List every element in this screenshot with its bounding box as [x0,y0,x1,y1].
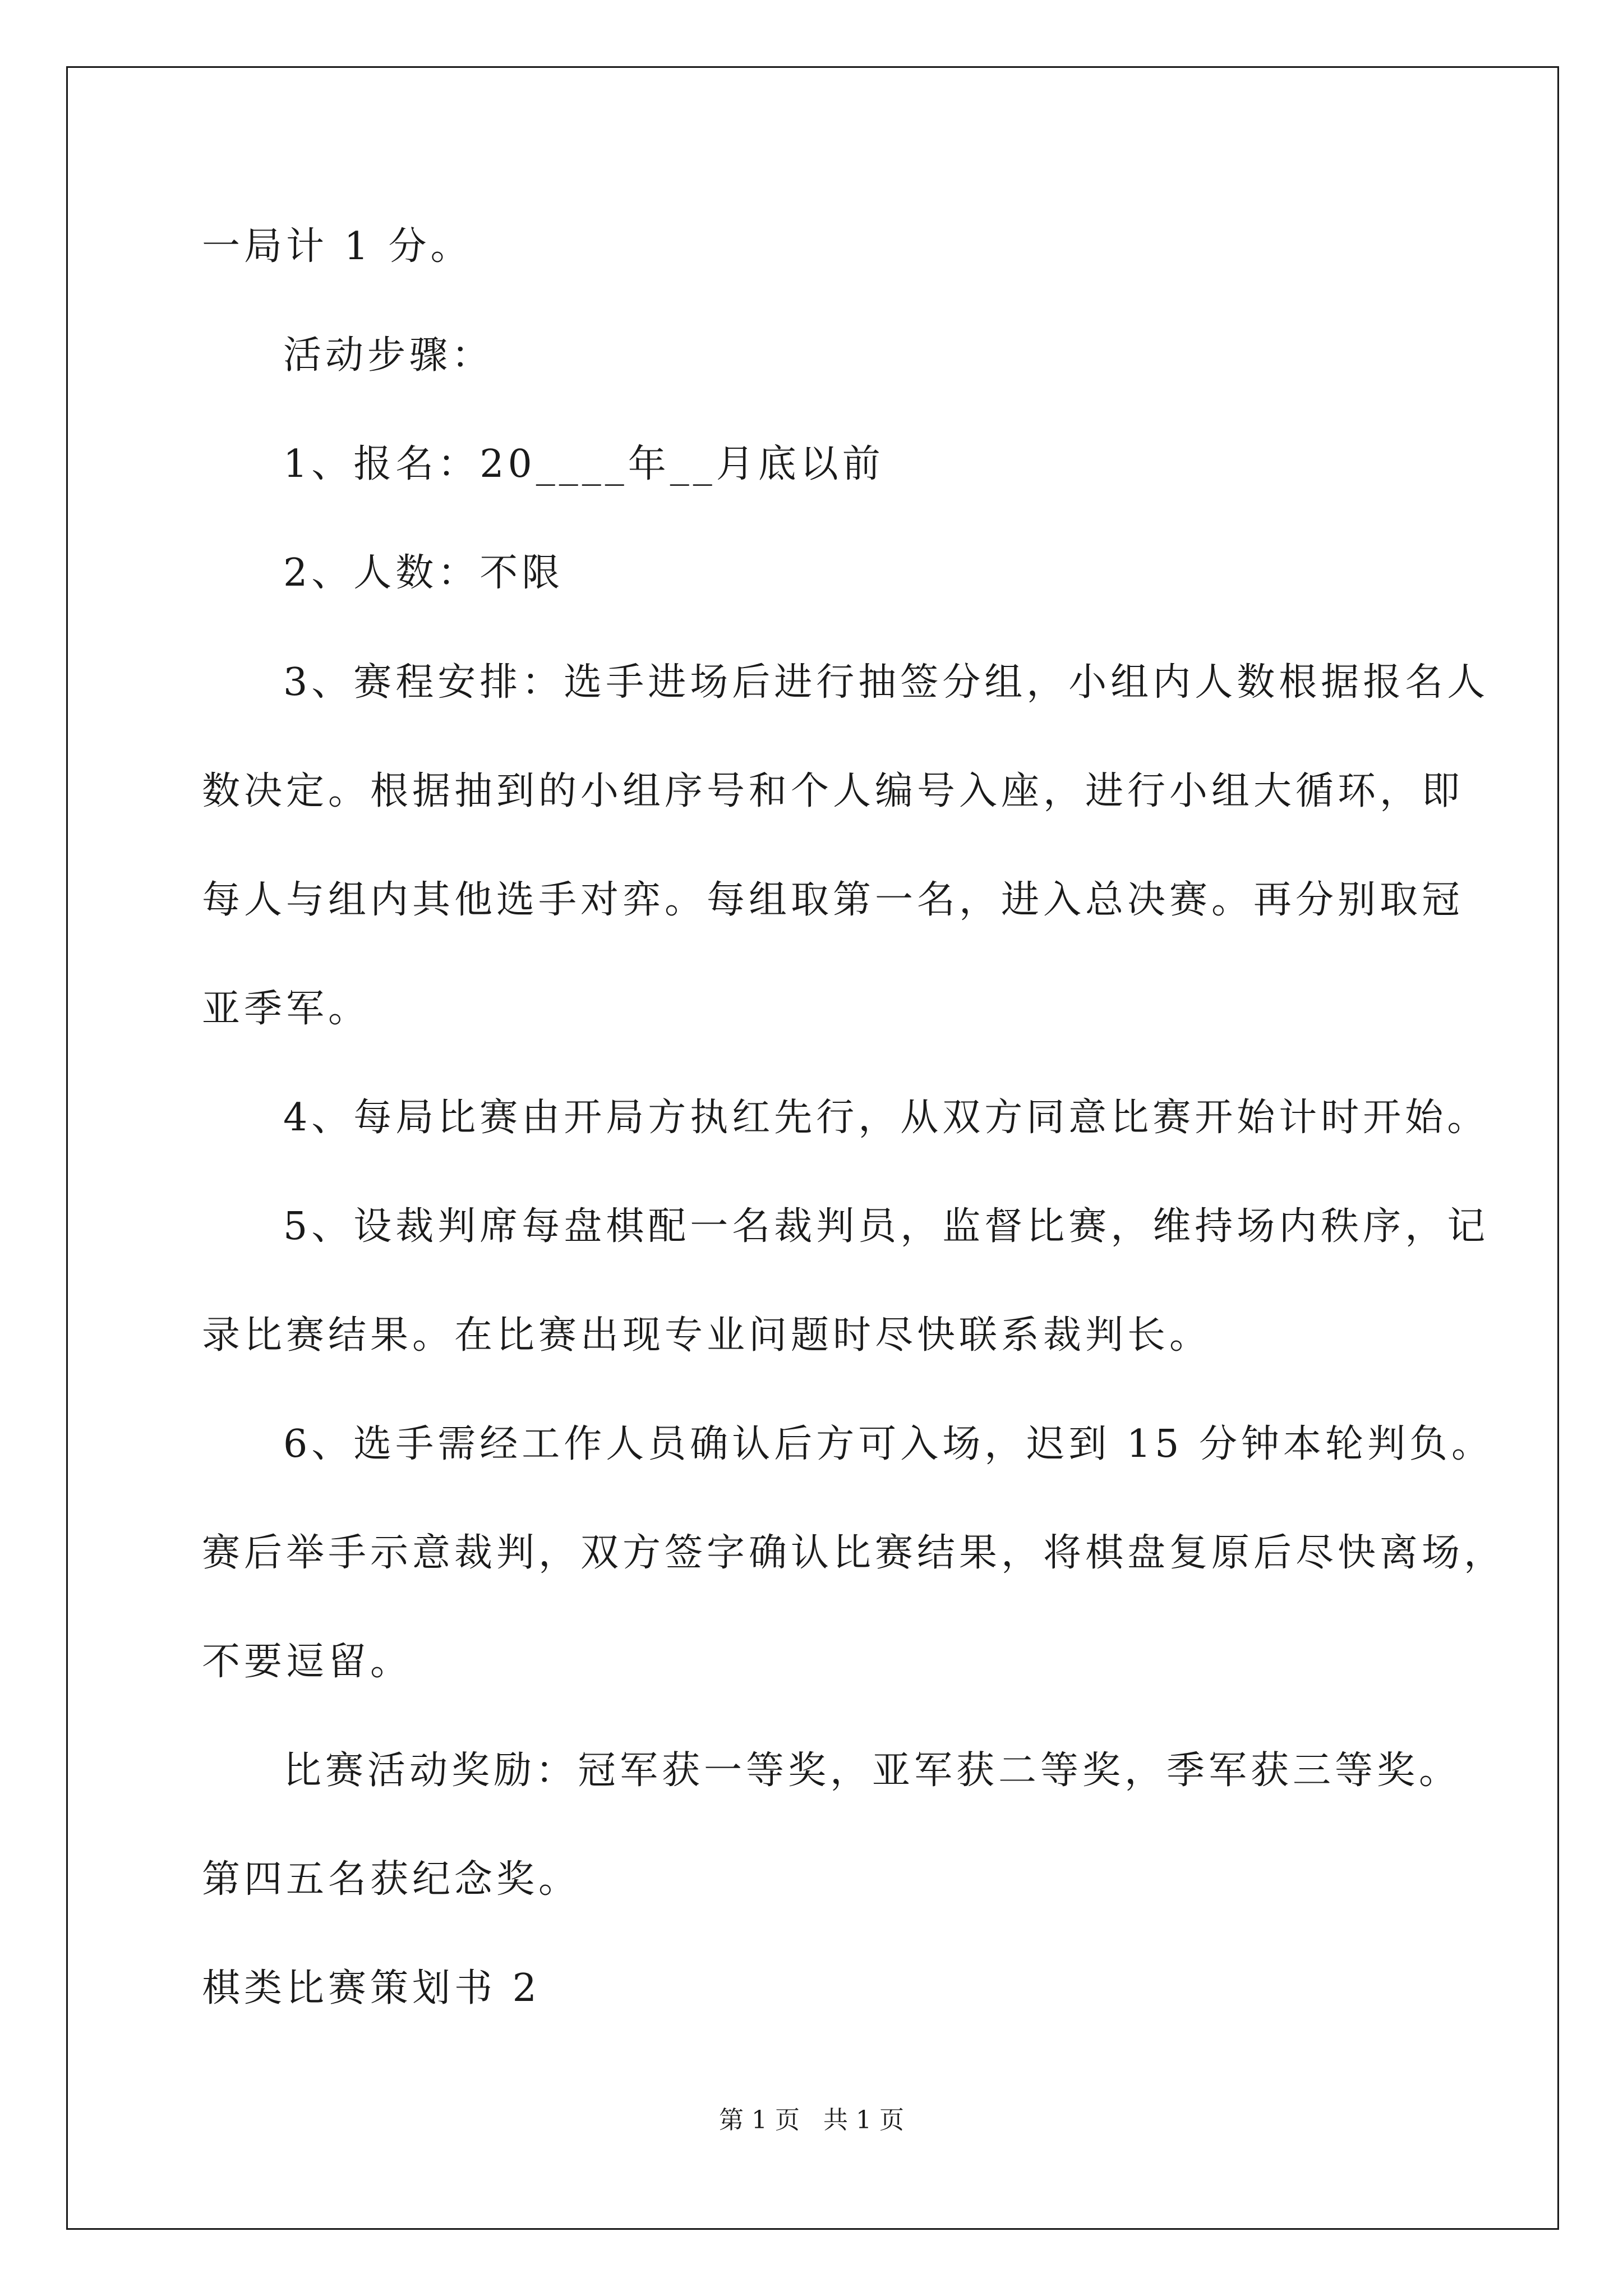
paragraph-line: 一局计 1 分。 [202,224,473,269]
paragraph-awards: 比赛活动奖励：冠军获一等奖，亚军获二等奖，季军获三等奖。 [283,1749,1461,1793]
paragraph-line: 赛后举手示意裁判，双方签字确认比赛结果，将棋盘复原后尽快离场， [202,1531,1506,1575]
paragraph-line: 每人与组内其他选手对弈。每组取第一名，进入总决赛。再分别取冠 [202,878,1464,922]
list-item-entry: 6、选手需经工作人员确认后方可入场，迟到 15 分钟本轮判负。 [283,1422,1494,1466]
paragraph-line: 第四五名获纪念奖。 [202,1857,581,1902]
paragraph-line: 不要逗留。 [202,1640,413,1684]
list-item-game-rule: 4、每局比赛由开局方执红先行，从双方同意比赛开始计时开始。 [283,1096,1490,1140]
list-item-headcount: 2、人数：不限 [283,551,564,595]
paragraph-line: 数决定。根据抽到的小组序号和个人编号入座，进行小组大循环，即 [202,769,1464,813]
page-number-footer: 第 1 页 共 1 页 [719,2106,904,2134]
section-title: 棋类比赛策划书 2 [202,1966,541,2010]
list-item-schedule: 3、赛程安排：选手进场后进行抽签分组，小组内人数根据报名人 [283,660,1490,705]
page-border [66,66,1559,2230]
list-item-registration: 1、报名：20____年__月底以前 [283,442,884,486]
section-heading-activity-steps: 活动步骤： [283,333,494,378]
list-item-referee: 5、设裁判席每盘棋配一名裁判员，监督比赛，维持场内秩序，记 [283,1204,1490,1249]
paragraph-line: 亚季军。 [202,987,371,1031]
paragraph-line: 录比赛结果。在比赛出现专业问题时尽快联系裁判长。 [202,1313,1212,1358]
